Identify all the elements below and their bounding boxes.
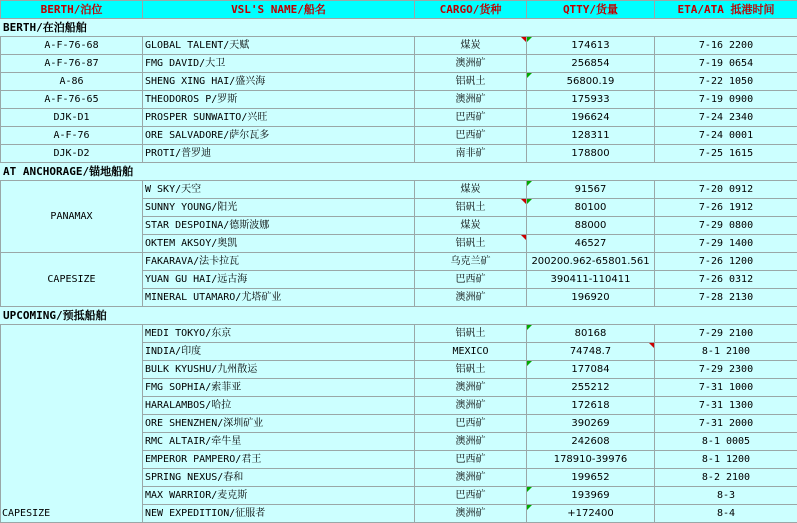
comment-marker-icon bbox=[527, 487, 532, 492]
table-row bbox=[1, 55, 797, 73]
berth-cell: A-F-76-68 bbox=[1, 37, 143, 55]
cargo-text: 铝矾土 bbox=[456, 238, 486, 249]
eta-cell: 7-29 1400 bbox=[655, 235, 797, 253]
table-row bbox=[1, 253, 797, 271]
eta-cell: 7-26 1912 bbox=[655, 199, 797, 217]
table-row bbox=[1, 127, 797, 145]
vessel-cell: SUNNY YOUNG/阳光 bbox=[143, 199, 415, 217]
quantity-text: 56800.19 bbox=[567, 76, 615, 87]
eta-cell: 7-31 1000 bbox=[655, 379, 797, 397]
header-vessel-name: VSL'S NAME/船名 bbox=[143, 1, 415, 19]
quantity-cell: 199652 bbox=[527, 469, 655, 487]
cargo-cell: 煤炭 bbox=[415, 217, 527, 235]
header-eta: ETA/ATA 抵港时间 bbox=[655, 1, 797, 19]
quantity-text: 174613 bbox=[571, 40, 609, 51]
cargo-cell bbox=[415, 37, 527, 55]
quantity-cell: 178910-39976 bbox=[527, 451, 655, 469]
quantity-text: 80100 bbox=[575, 202, 607, 213]
eta-cell: 7-26 0312 bbox=[655, 271, 797, 289]
comment-marker-icon bbox=[521, 235, 526, 240]
quantity-cell bbox=[527, 199, 655, 217]
table-row bbox=[1, 145, 797, 163]
section-anchorage-row bbox=[1, 163, 797, 181]
quantity-text: 74748.7 bbox=[570, 346, 611, 357]
vessel-cell: GLOBAL TALENT/天赋 bbox=[143, 37, 415, 55]
comment-marker-icon bbox=[527, 505, 532, 510]
quantity-cell: 390411-110411 bbox=[527, 271, 655, 289]
cargo-cell bbox=[415, 199, 527, 217]
quantity-cell: 256854 bbox=[527, 55, 655, 73]
vessel-cell: ORE SHENZHEN/深圳矿业 bbox=[143, 415, 415, 433]
quantity-cell bbox=[527, 343, 655, 361]
vessel-cell: HARALAMBOS/哈拉 bbox=[143, 397, 415, 415]
cargo-cell: 澳洲矿 bbox=[415, 91, 527, 109]
eta-cell: 7-16 2200 bbox=[655, 37, 797, 55]
quantity-cell: 200200.962-65801.561 bbox=[527, 253, 655, 271]
vessel-cell: THEODOROS P/罗斯 bbox=[143, 91, 415, 109]
vessel-cell: W SKY/天空 bbox=[143, 181, 415, 199]
quantity-cell: 128311 bbox=[527, 127, 655, 145]
cargo-cell: 澳洲矿 bbox=[415, 55, 527, 73]
cargo-cell: 铝矾土 bbox=[415, 73, 527, 91]
cargo-cell: 巴西矿 bbox=[415, 271, 527, 289]
berth-cell: DJK-D1 bbox=[1, 109, 143, 127]
cargo-cell: 铝矾土 bbox=[415, 361, 527, 379]
comment-marker-icon bbox=[527, 361, 532, 366]
quantity-cell: 255212 bbox=[527, 379, 655, 397]
cargo-cell: 巴西矿 bbox=[415, 127, 527, 145]
quantity-cell: 390269 bbox=[527, 415, 655, 433]
group-capesize-label: CAPESIZE bbox=[1, 253, 143, 307]
quantity-cell bbox=[527, 37, 655, 55]
cargo-cell: 巴西矿 bbox=[415, 487, 527, 505]
quantity-cell: 178800 bbox=[527, 145, 655, 163]
quantity-cell: 196920 bbox=[527, 289, 655, 307]
vessel-cell: MINERAL UTAMARO/尤塔矿业 bbox=[143, 289, 415, 307]
quantity-cell bbox=[527, 325, 655, 343]
table-row bbox=[1, 73, 797, 91]
cargo-cell: 巴西矿 bbox=[415, 451, 527, 469]
vessel-cell: EMPEROR PAMPERO/君王 bbox=[143, 451, 415, 469]
quantity-text: 193969 bbox=[571, 490, 609, 501]
quantity-cell: 242608 bbox=[527, 433, 655, 451]
comment-marker-icon bbox=[649, 343, 654, 348]
eta-cell: 7-29 0800 bbox=[655, 217, 797, 235]
cargo-cell: 南非矿 bbox=[415, 145, 527, 163]
section-berth-title: BERTH/在泊船舶 bbox=[1, 19, 797, 37]
table-row bbox=[1, 91, 797, 109]
quantity-cell: 196624 bbox=[527, 109, 655, 127]
header-berth: BERTH/泊位 bbox=[1, 1, 143, 19]
eta-cell: 8-2 2100 bbox=[655, 469, 797, 487]
cargo-text: 煤炭 bbox=[461, 40, 481, 51]
header-row bbox=[1, 1, 797, 19]
eta-cell: 7-20 0912 bbox=[655, 181, 797, 199]
vessel-cell: ORE SALVADORE/萨尔瓦多 bbox=[143, 127, 415, 145]
eta-cell: 8-1 0005 bbox=[655, 433, 797, 451]
berth-cell: A-F-76 bbox=[1, 127, 143, 145]
cargo-cell: 澳洲矿 bbox=[415, 397, 527, 415]
cargo-cell: 澳洲矿 bbox=[415, 379, 527, 397]
cargo-cell: 铝矾土 bbox=[415, 325, 527, 343]
eta-cell: 7-31 2000 bbox=[655, 415, 797, 433]
vessel-cell: SHENG XING HAI/盛兴海 bbox=[143, 73, 415, 91]
eta-cell: 7-19 0900 bbox=[655, 91, 797, 109]
header-cargo: CARGO/货种 bbox=[415, 1, 527, 19]
eta-cell: 7-19 0654 bbox=[655, 55, 797, 73]
vessel-cell: PROTI/普罗迪 bbox=[143, 145, 415, 163]
table-row bbox=[1, 325, 797, 343]
comment-marker-icon bbox=[527, 37, 532, 42]
quantity-text: 177084 bbox=[571, 364, 609, 375]
eta-cell: 8-1 2100 bbox=[655, 343, 797, 361]
vessel-cell: SPRING NEXUS/春和 bbox=[143, 469, 415, 487]
vessel-cell: OKTEM AKSOY/奥凯 bbox=[143, 235, 415, 253]
vessel-cell: MAX WARRIOR/麦克斯 bbox=[143, 487, 415, 505]
eta-cell: 7-29 2100 bbox=[655, 325, 797, 343]
eta-cell: 7-29 2300 bbox=[655, 361, 797, 379]
vessel-cell: INDIA/印度 bbox=[143, 343, 415, 361]
quantity-cell bbox=[527, 487, 655, 505]
eta-cell: 8-1 1200 bbox=[655, 451, 797, 469]
cargo-cell: 澳洲矿 bbox=[415, 505, 527, 523]
table-row bbox=[1, 109, 797, 127]
quantity-cell bbox=[527, 505, 655, 523]
eta-cell: 7-31 1300 bbox=[655, 397, 797, 415]
section-upcoming-row bbox=[1, 307, 797, 325]
eta-cell: 7-24 2340 bbox=[655, 109, 797, 127]
berth-cell: DJK-D2 bbox=[1, 145, 143, 163]
quantity-text: +172400 bbox=[567, 508, 614, 519]
berth-cell: A-F-76-65 bbox=[1, 91, 143, 109]
comment-marker-icon bbox=[521, 199, 526, 204]
section-anchorage-title: AT ANCHORAGE/锚地船舶 bbox=[1, 163, 797, 181]
vessel-cell: FMG DAVID/大卫 bbox=[143, 55, 415, 73]
eta-cell: 8-4 bbox=[655, 505, 797, 523]
vessel-cell: FMG SOPHIA/索菲亚 bbox=[143, 379, 415, 397]
table-row bbox=[1, 181, 797, 199]
cargo-cell bbox=[415, 235, 527, 253]
quantity-cell: 46527 bbox=[527, 235, 655, 253]
quantity-text: 91567 bbox=[575, 184, 607, 195]
comment-marker-icon bbox=[527, 325, 532, 330]
comment-marker-icon bbox=[527, 181, 532, 186]
eta-cell: 7-22 1050 bbox=[655, 73, 797, 91]
cargo-cell: 乌克兰矿 bbox=[415, 253, 527, 271]
quantity-cell bbox=[527, 361, 655, 379]
berth-cell: A-F-76-87 bbox=[1, 55, 143, 73]
vessel-cell: FAKARAVA/法卡拉瓦 bbox=[143, 253, 415, 271]
quantity-cell bbox=[527, 73, 655, 91]
group-panamax-label: PANAMAX bbox=[1, 181, 143, 253]
eta-cell: 7-25 1615 bbox=[655, 145, 797, 163]
cargo-cell: 巴西矿 bbox=[415, 415, 527, 433]
berth-cell: A-86 bbox=[1, 73, 143, 91]
section-upcoming-title: UPCOMING/预抵船舶 bbox=[1, 307, 797, 325]
quantity-text: 80168 bbox=[575, 328, 607, 339]
quantity-cell bbox=[527, 181, 655, 199]
eta-cell: 7-24 0001 bbox=[655, 127, 797, 145]
cargo-cell: 巴西矿 bbox=[415, 109, 527, 127]
vessel-cell: PROSPER SUNWAITO/兴旺 bbox=[143, 109, 415, 127]
table-row bbox=[1, 37, 797, 55]
comment-marker-icon bbox=[521, 37, 526, 42]
cargo-cell: 澳洲矿 bbox=[415, 433, 527, 451]
eta-cell: 8-3 bbox=[655, 487, 797, 505]
cargo-cell: 澳洲矿 bbox=[415, 469, 527, 487]
vessel-cell: YUAN GU HAI/远古海 bbox=[143, 271, 415, 289]
vessel-cell: NEW EXPEDITION/征服者 bbox=[143, 505, 415, 523]
cargo-cell: 煤炭 bbox=[415, 181, 527, 199]
cargo-cell: 澳洲矿 bbox=[415, 289, 527, 307]
cargo-cell: MEXICO bbox=[415, 343, 527, 361]
quantity-cell: 172618 bbox=[527, 397, 655, 415]
vessel-cell: BULK KYUSHU/九州散运 bbox=[143, 361, 415, 379]
header-quantity: QTTY/货量 bbox=[527, 1, 655, 19]
vessel-cell: STAR DESPOINA/德斯波娜 bbox=[143, 217, 415, 235]
section-berth-row bbox=[1, 19, 797, 37]
eta-cell: 7-28 2130 bbox=[655, 289, 797, 307]
comment-marker-icon bbox=[527, 199, 532, 204]
cargo-text: 铝矾土 bbox=[456, 202, 486, 213]
group-upcoming-capesize-label: CAPESIZE bbox=[1, 325, 143, 523]
quantity-cell: 88000 bbox=[527, 217, 655, 235]
eta-cell: 7-26 1200 bbox=[655, 253, 797, 271]
quantity-cell: 175933 bbox=[527, 91, 655, 109]
comment-marker-icon bbox=[527, 73, 532, 78]
vessel-cell: RMC ALTAIR/牵牛星 bbox=[143, 433, 415, 451]
vessel-cell: MEDI TOKYO/东京 bbox=[143, 325, 415, 343]
